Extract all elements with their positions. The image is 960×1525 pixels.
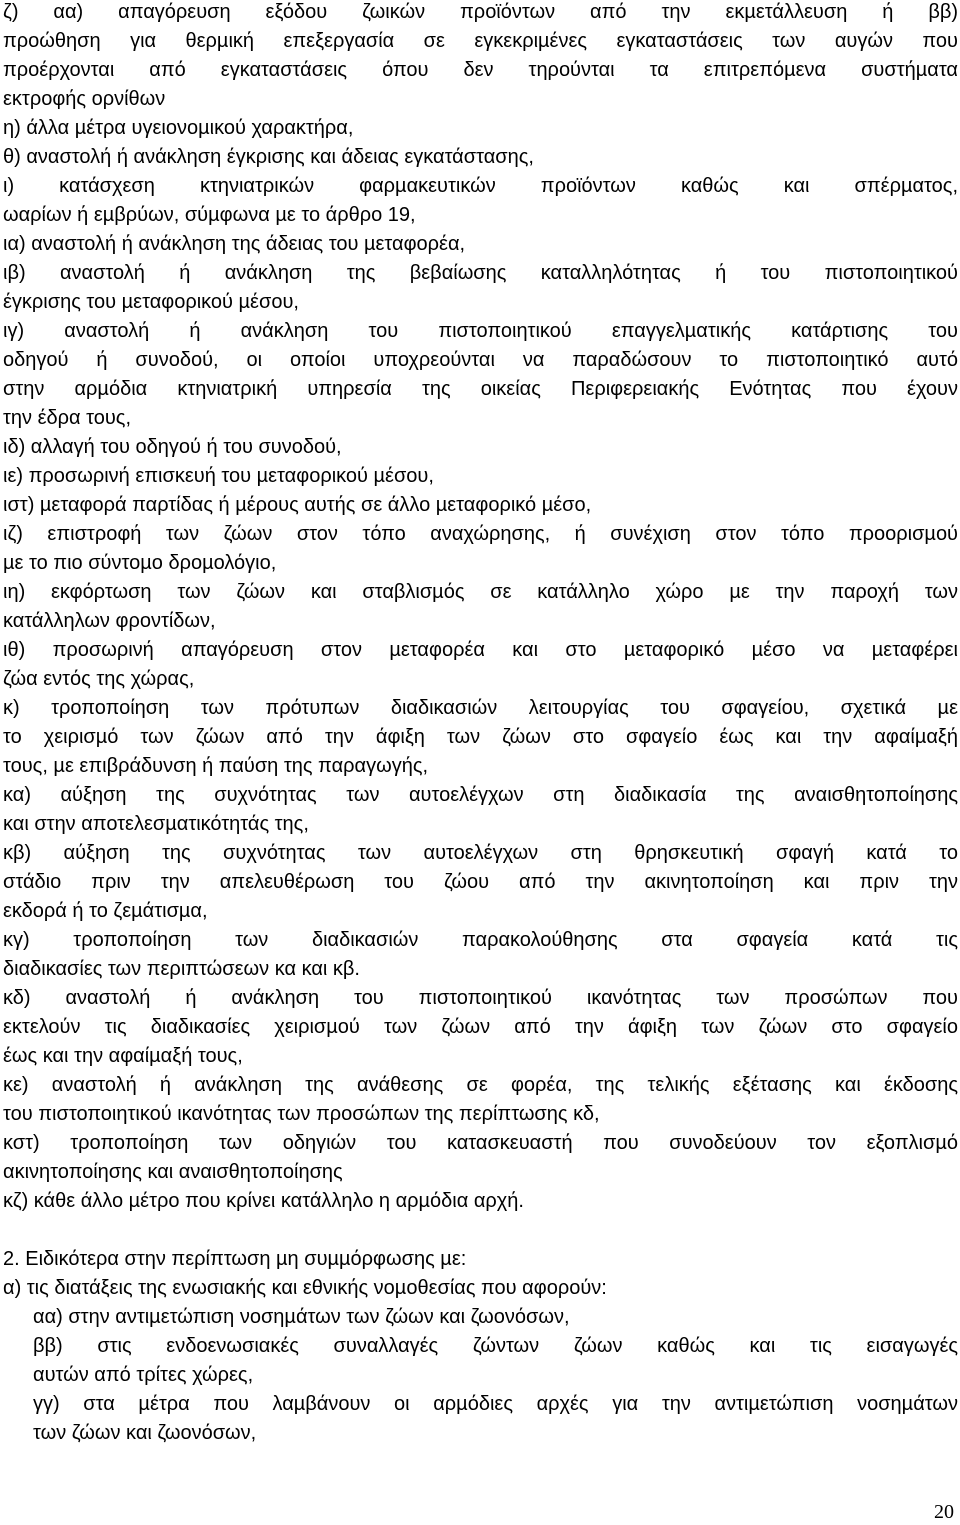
text-line: ζώα εντός της χώρας, (3, 668, 195, 690)
text-line: ιζ) επιστροφή των ζώων στον τόπο αναχώρησης, ή συνέχιση στον τόπο προορισµού (3, 523, 958, 545)
text-line: ιβ) αναστολή ή ανάκληση της βεβαίωσης καταλληλότητας ή του πιστοποιητικού (3, 262, 958, 284)
section-heading: 2. Ειδικότερα στην περίπτωση µη συµµόρφωσης µε: (3, 1248, 467, 1270)
text-line: στάδιο πριν την απελευθέρωση του ζώου από την ακινητοποίηση και πριν την (3, 871, 958, 893)
text-line: έγκρισης του µεταφορικού µέσου, (3, 291, 299, 313)
text-line: κγ) τροποποίηση των διαδικασιών παρακολούθησης στα σφαγεία κατά τις (3, 929, 958, 951)
page-number: 20 (934, 1501, 954, 1523)
text-line: ιε) προσωρινή επισκευή του µεταφορικού µέσου, (3, 465, 434, 487)
text-line: ιστ) µεταφορά παρτίδας ή µέρους αυτής σε άλλο µεταφορικό µέσο, (3, 494, 592, 516)
text-line: κζ) κάθε άλλο µέτρο που κρίνει κατάλληλο η αρµόδια αρχή. (3, 1190, 524, 1212)
text-line: των ζώων και ζωονόσων, (33, 1422, 257, 1444)
text-line: την έδρα τους, (3, 407, 131, 429)
text-line: ακινητοποίησης και αναισθητοποίησης (3, 1161, 343, 1183)
text-line: έως και την αφαίµαξή τους, (3, 1045, 243, 1067)
text-line: αα) στην αντιµετώπιση νοσηµάτων των ζώων και ζωονόσων, (33, 1306, 570, 1328)
text-line: αυτών από τρίτες χώρες, (33, 1364, 254, 1386)
text-line: κστ) τροποποίηση των οδηγιών του κατασκευαστή που συνοδεύουν τον εξοπλισµό (3, 1132, 958, 1154)
text-line: προέρχονται από εγκαταστάσεις όπου δεν τηρούνται τα επιτρεπόµενα συστήµατα (3, 59, 958, 81)
text-line: στην αρµόδια κτηνιατρική υπηρεσία της οικείας Περιφερειακής Ενότητας που έχουν (3, 378, 958, 400)
text-line: α) τις διατάξεις της ενωσιακής και εθνικής νοµοθεσίας που αφορούν: (3, 1277, 607, 1299)
text-line: ιδ) αλλαγή του οδηγού ή του συνοδού, (3, 436, 342, 458)
text-line: κδ) αναστολή ή ανάκληση του πιστοποιητικού ικανότητας των προσώπων που (3, 987, 958, 1009)
text-line: εκτροφής ορνίθων (3, 88, 166, 110)
text-line: κ) τροποποίηση των πρότυπων διαδικασιών λειτουργίας του σφαγείου, σχετικά µε (3, 697, 958, 719)
text-line: κατάλληλων φροντίδων, (3, 610, 216, 632)
text-line: ιθ) προσωρινή απαγόρευση στον µεταφορέα και στο µεταφορικό µέσο να µεταφέρει (3, 639, 958, 661)
text-line: του πιστοποιητικού ικανότητας των προσώπων της περίπτωσης κδ, (3, 1103, 600, 1125)
text-line: προώθηση για θερµική επεξεργασία σε εγκεκριµένες εγκαταστάσεις των αυγών που (3, 30, 958, 52)
text-line: διαδικασίες των περιπτώσεων κα και κβ. (3, 958, 360, 980)
text-line: ια) αναστολή ή ανάκληση της άδειας του µεταφορέα, (3, 233, 466, 255)
text-line: ιγ) αναστολή ή ανάκληση του πιστοποιητικού επαγγελµατικής κατάρτισης του (3, 320, 958, 342)
text-line: εκδορά ή το ζεµάτισµα, (3, 900, 208, 922)
text-line: µε το πιο σύντοµο δροµολόγιο, (3, 552, 277, 574)
text-line: εκτελούν τις διαδικασίες χειρισµού των ζώων από την άφιξη των ζώων στο σφαγείο (3, 1016, 958, 1038)
text-line: ιη) εκφόρτωση των ζώων και σταβλισµός σε κατάλληλο χώρο µε την παροχή των (3, 581, 958, 603)
text-line: και στην αποτελεσµατικότητάς της, (3, 813, 309, 835)
text-line: κα) αύξηση της συχνότητας των αυτοελέγχων στη διαδικασία της αναισθητοποίησης (3, 784, 958, 806)
text-line: ι) κατάσχεση κτηνιατρικών φαρµακευτικών προϊόντων καθώς και σπέρµατος, (3, 175, 958, 197)
text-line: γγ) στα µέτρα που λαµβάνουν οι αρµόδιες αρχές για την αντιµετώπιση νοσηµάτων (33, 1393, 958, 1415)
text-line: η) άλλα µέτρα υγειονοµικού χαρακτήρα, (3, 117, 354, 139)
text-line: κε) αναστολή ή ανάκληση της ανάθεσης σε φορέα, της τελικής εξέτασης και έκδοσης (3, 1074, 958, 1096)
text-line: το χειρισµό των ζώων από την άφιξη των ζώων στο σφαγείο έως και την αφαίµαξή (3, 726, 958, 748)
text-line: ββ) στις ενδοενωσιακές συναλλαγές ζώντων ζώων καθώς και τις εισαγωγές (33, 1335, 958, 1357)
text-line: ζ) αα) απαγόρευση εξόδου ζωικών προϊόντων από την εκµετάλλευση ή ββ) (3, 1, 958, 23)
text-line: κβ) αύξηση της συχνότητας των αυτοελέγχων στη θρησκευτική σφαγή κατά το (3, 842, 958, 864)
text-line: τους, µε επιβράδυνση ή παύση της παραγωγής, (3, 755, 429, 777)
text-line: ωαρίων ή εµβρύων, σύµφωνα µε το άρθρο 19, (3, 204, 416, 226)
text-line: οδηγού ή συνοδού, οι οποίοι υποχρεούνται να παραδώσουν το πιστοποιητικό αυτό (3, 349, 958, 371)
text-line: θ) αναστολή ή ανάκληση έγκρισης και άδειας εγκατάστασης, (3, 146, 534, 168)
